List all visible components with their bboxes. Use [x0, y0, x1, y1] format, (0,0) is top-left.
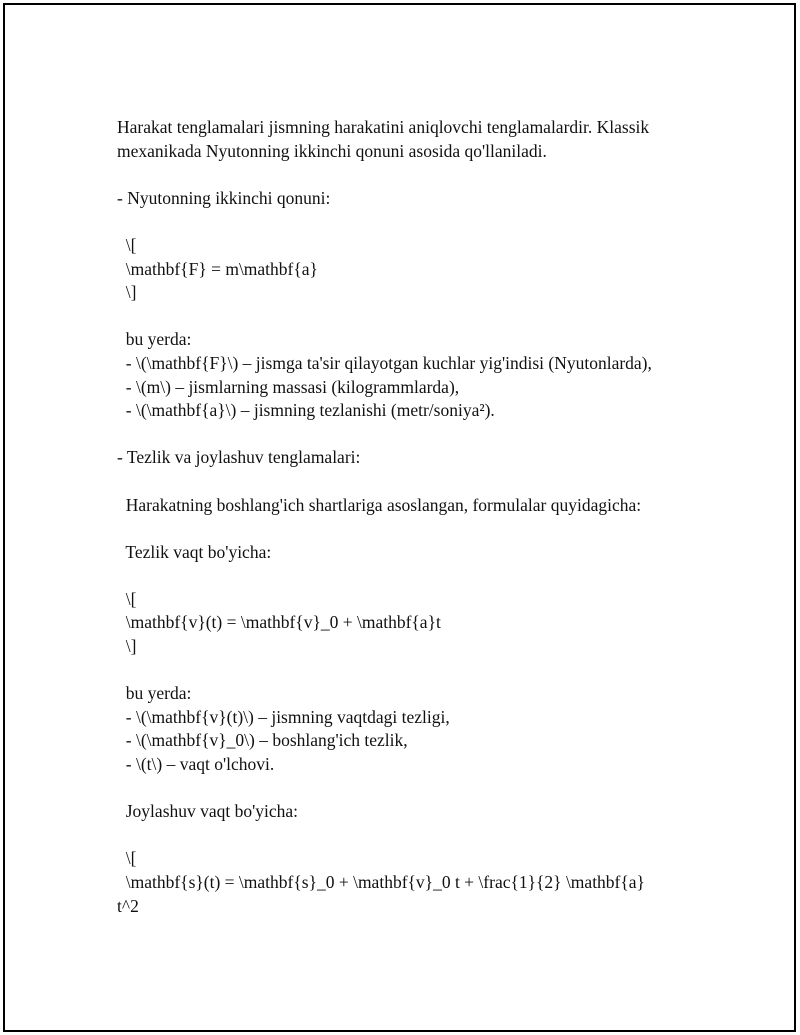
- blank-line: [117, 564, 697, 588]
- position-title: Joylashuv vaqt bo'yicha:: [117, 801, 299, 822]
- blank-line: [117, 470, 697, 494]
- section-heading-kinematics: - Tezlik va joylashuv tenglamalari:: [117, 447, 361, 468]
- blank-line: [117, 305, 697, 329]
- formula-position-line-2: t^2: [117, 895, 139, 916]
- section-heading-newton: - Nyutonning ikkinchi qonuni:: [117, 187, 331, 208]
- definition-item: - \(\mathbf{v}_0\) – boshlang'ich tezlik,: [117, 730, 408, 751]
- formula-velocity: \mathbf{v}(t) = \mathbf{v}_0 + \mathbf{a}t: [117, 612, 441, 633]
- definition-item: - \(m\) – jismlarning massasi (kilogrammlarda),: [117, 376, 460, 397]
- where-label: bu yerda:: [117, 683, 192, 704]
- formula-open-delimiter: \[: [117, 848, 137, 869]
- blank-line: [117, 659, 697, 683]
- formula-position-line-1: \mathbf{s}(t) = \mathbf{s}_0 + \mathbf{v}_0 t + \frac{1}{2} \mathbf{a}: [117, 872, 645, 892]
- definition-item: - \(t\) – vaqt o'lchovi.: [117, 754, 275, 775]
- blank-line: [117, 824, 697, 848]
- formula-close-delimiter: \]: [117, 636, 137, 657]
- intro-text-line-2: mexanikada Nyutonning ikkinchi qonuni asosida qo'llaniladi.: [117, 140, 547, 161]
- blank-line: [117, 517, 697, 541]
- document-body: [117, 116, 697, 918]
- definition-item: - \(\mathbf{a}\) – jismning tezlanishi (metr/soniya²).: [117, 400, 495, 421]
- blank-line: [117, 163, 697, 187]
- where-label: bu yerda:: [117, 329, 192, 350]
- blank-line: [117, 210, 697, 234]
- formula-open-delimiter: \[: [117, 588, 137, 609]
- formula-newton: \mathbf{F} = m\mathbf{a}: [117, 258, 318, 279]
- blank-line: [117, 777, 697, 801]
- definition-item: - \(\mathbf{v}(t)\) – jismning vaqtdagi tezligi,: [117, 706, 450, 727]
- velocity-title: Tezlik vaqt bo'yicha:: [117, 541, 272, 562]
- blank-line: [117, 423, 697, 447]
- section-intro: Harakatning boshlang'ich shartlariga asoslangan, formulalar quyidagicha:: [117, 494, 642, 515]
- formula-close-delimiter: \]: [117, 282, 137, 303]
- definition-item: - \(\mathbf{F}\) – jismga ta'sir qilayotgan kuchlar yig'indisi (Nyutonlarda),: [117, 352, 652, 373]
- formula-open-delimiter: \[: [117, 234, 137, 255]
- intro-text-line-1: Harakat tenglamalari jismning harakatini aniqlovchi tenglamalardir. Klassik: [117, 117, 650, 137]
